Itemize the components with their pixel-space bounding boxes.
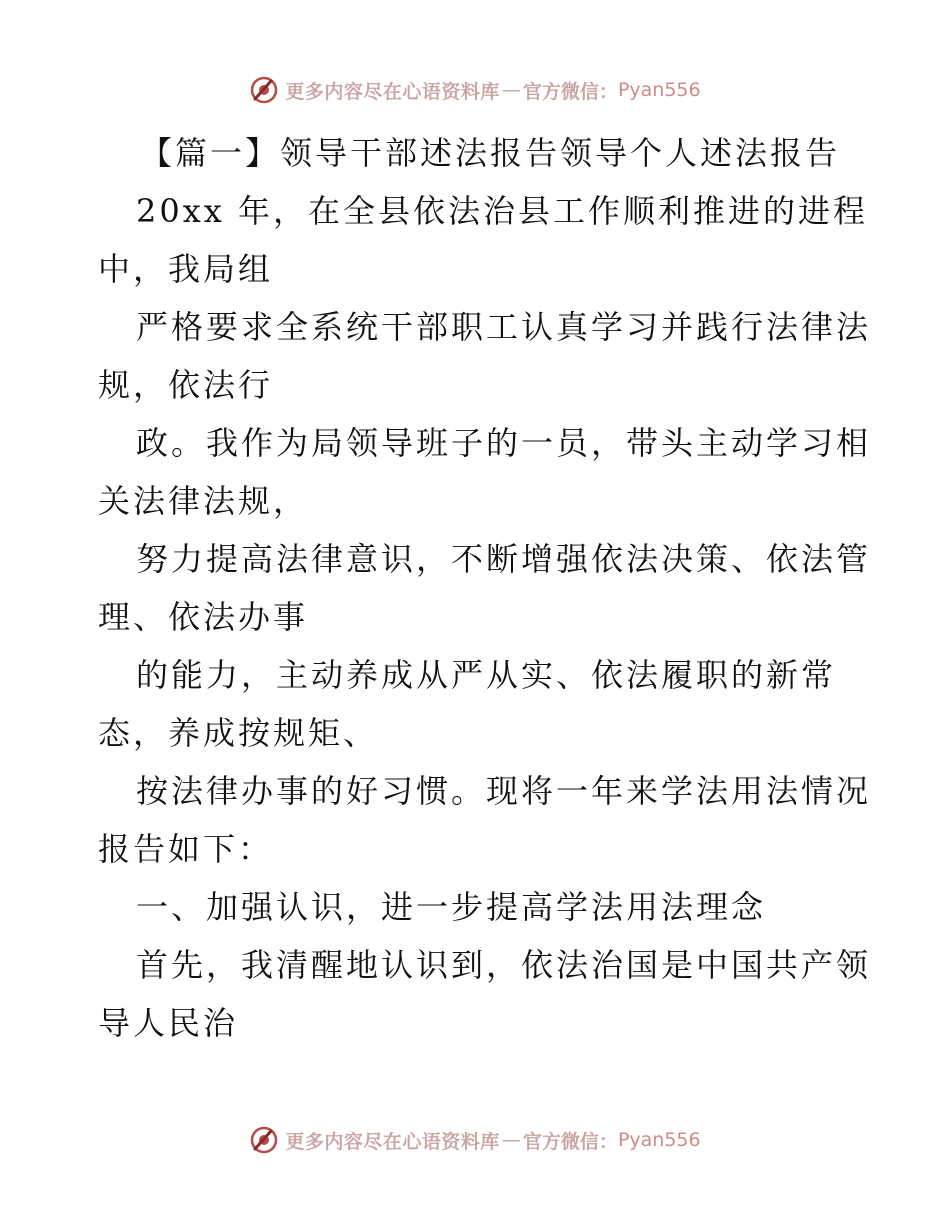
text-line: 政。我作为局领导班子的一员，带头主动学习相 bbox=[136, 424, 872, 462]
logo-icon bbox=[249, 1125, 279, 1155]
text-line: 首先，我清醒地认识到，依法治国是中国共产领 bbox=[136, 946, 872, 984]
banner-dash: — bbox=[501, 1129, 521, 1151]
text-line: 的能力，主动养成从严从实、依法履职的新常 bbox=[136, 656, 837, 694]
section-heading: 一、加强认识，进一步提高学法用法理念 bbox=[136, 888, 767, 926]
text-line: 规，依法行 bbox=[98, 366, 274, 404]
text-line: 理、依法办事 bbox=[98, 598, 309, 636]
text-line: 20xx 年，在全县依法治县工作顺利推进的进程 bbox=[136, 192, 868, 230]
logo-icon bbox=[249, 75, 279, 105]
banner-text: 更多内容尽在心语资料库 bbox=[285, 80, 500, 103]
banner-wechat-label: 官方微信： bbox=[522, 1130, 618, 1153]
text-line: 态，养成按规矩、 bbox=[98, 714, 379, 752]
text-line: 严格要求全系统干部职工认真学习并践行法律法 bbox=[136, 308, 872, 346]
text-line: 中，我局组 bbox=[98, 250, 274, 288]
footer-watermark-banner bbox=[0, 1120, 950, 1160]
banner-account: Pyan556 bbox=[617, 79, 701, 101]
text-line: 努力提高法律意识，不断增强依法决策、依法管 bbox=[136, 540, 872, 578]
document-title: 【篇一】领导干部述法报告领导个人述法报告 bbox=[140, 134, 841, 172]
banner-wechat-label: 官方微信： bbox=[522, 80, 618, 103]
banner-account: Pyan556 bbox=[617, 1129, 701, 1151]
text-line: 关法律法规， bbox=[98, 482, 309, 520]
text-line: 报告如下： bbox=[98, 830, 274, 868]
document-body bbox=[98, 124, 872, 1052]
header-watermark-banner bbox=[0, 70, 950, 110]
text-line: 按法律办事的好习惯。现将一年来学法用法情况 bbox=[136, 772, 872, 810]
text-line: 导人民治 bbox=[98, 1004, 239, 1042]
banner-dash: — bbox=[501, 79, 521, 101]
banner-text: 更多内容尽在心语资料库 bbox=[285, 1130, 500, 1153]
